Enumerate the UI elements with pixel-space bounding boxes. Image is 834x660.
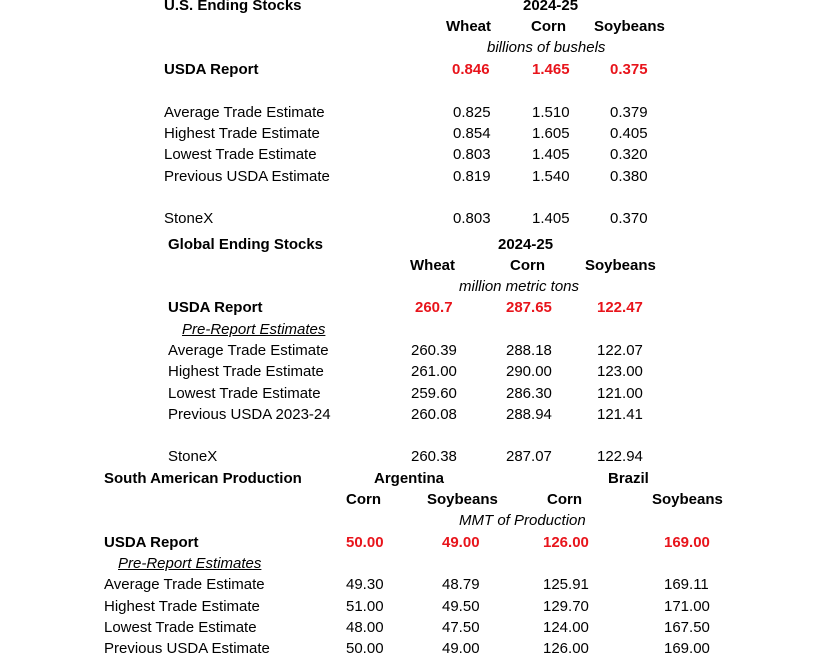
row-value: 121.41 [597, 406, 643, 423]
row-label: Lowest Trade Estimate [168, 385, 321, 402]
row-value: 51.00 [346, 598, 384, 615]
row-value: 287.07 [506, 448, 552, 465]
row-value: 0.380 [610, 168, 648, 185]
row-value: 0.370 [610, 210, 648, 227]
sa-col-bra-soybeans: Soybeans [652, 491, 723, 508]
sa-pre-report-heading: Pre-Report Estimates [118, 555, 262, 572]
row-label: Highest Trade Estimate [168, 363, 324, 380]
us-year: 2024-25 [523, 0, 579, 14]
row-label: Average Trade Estimate [168, 342, 329, 359]
row-value: 123.00 [597, 363, 643, 380]
sa-usda-label: USDA Report [104, 534, 199, 551]
row-value: 0.803 [453, 210, 491, 227]
row-value: 290.00 [506, 363, 552, 380]
sa-unit: MMT of Production [459, 512, 586, 529]
row-value: 169.11 [664, 576, 709, 593]
sa-col-bra-corn: Corn [547, 491, 582, 508]
row-label: Previous USDA 2023-24 [168, 406, 331, 423]
global-usda-corn: 287.65 [506, 299, 552, 316]
row-label: Lowest Trade Estimate [104, 619, 257, 636]
global-pre-report-heading: Pre-Report Estimates [182, 321, 326, 338]
row-label: Lowest Trade Estimate [164, 146, 317, 163]
row-value: 288.94 [506, 406, 552, 423]
row-value: 286.30 [506, 385, 552, 402]
row-value: 260.39 [411, 342, 457, 359]
row-value: 122.94 [597, 448, 643, 465]
us-usda-wheat: 0.846 [452, 61, 490, 78]
row-label: Highest Trade Estimate [104, 598, 260, 615]
row-value: 0.819 [453, 168, 491, 185]
row-label: Highest Trade Estimate [164, 125, 320, 142]
row-value: 1.510 [532, 104, 570, 121]
us-usda-soybeans: 0.375 [610, 61, 648, 78]
row-value: 261.00 [411, 363, 457, 380]
sa-usda-bra-soybeans: 169.00 [664, 534, 710, 551]
us-usda-label: USDA Report [164, 61, 259, 78]
sa-brazil-heading: Brazil [608, 470, 649, 487]
global-section-title: Global Ending Stocks [168, 236, 324, 253]
global-usda-wheat: 260.7 [415, 299, 453, 316]
row-value: 171.00 [664, 598, 710, 615]
row-value: 122.07 [597, 342, 643, 359]
row-value: 0.803 [453, 146, 491, 163]
us-col-wheat: Wheat [446, 18, 491, 35]
row-value: 48.00 [346, 619, 384, 636]
us-section-title: U.S. Ending Stocks [164, 0, 302, 14]
us-usda-corn: 1.465 [532, 61, 570, 78]
row-label: Previous USDA Estimate [104, 640, 270, 657]
global-unit: million metric tons [459, 278, 580, 295]
row-value: 0.405 [610, 125, 648, 142]
row-value: 1.540 [532, 168, 570, 185]
row-value: 0.320 [610, 146, 648, 163]
us-col-soybeans: Soybeans [594, 18, 665, 35]
row-value: 47.50 [442, 619, 480, 636]
global-year: 2024-25 [498, 236, 554, 253]
global-col-wheat: Wheat [410, 257, 455, 274]
row-value: 124.00 [543, 619, 589, 636]
us-col-corn: Corn [531, 18, 566, 35]
row-value: 1.405 [532, 146, 570, 163]
row-value: 259.60 [411, 385, 457, 402]
row-value: 129.70 [543, 598, 589, 615]
sa-usda-arg-corn: 50.00 [346, 534, 384, 551]
row-value: 49.00 [442, 640, 480, 657]
row-value: 126.00 [543, 640, 589, 657]
row-label: Average Trade Estimate [104, 576, 265, 593]
row-value: 0.379 [610, 104, 648, 121]
row-value: 0.825 [453, 104, 491, 121]
row-label: Average Trade Estimate [164, 104, 325, 121]
row-value: 1.605 [532, 125, 570, 142]
row-value: 49.50 [442, 598, 480, 615]
global-col-corn: Corn [510, 257, 545, 274]
row-label: StoneX [164, 210, 214, 227]
row-value: 0.854 [453, 125, 491, 142]
row-value: 169.00 [664, 640, 710, 657]
row-label: StoneX [168, 448, 218, 465]
row-value: 1.405 [532, 210, 570, 227]
row-value: 48.79 [442, 576, 480, 593]
row-value: 167.50 [664, 619, 710, 636]
row-value: 49.30 [346, 576, 384, 593]
row-value: 260.38 [411, 448, 457, 465]
sa-usda-arg-soybeans: 49.00 [442, 534, 480, 551]
global-usda-label: USDA Report [168, 299, 263, 316]
global-usda-soybeans: 122.47 [597, 299, 643, 316]
sa-section-title: South American Production [104, 470, 302, 487]
row-value: 288.18 [506, 342, 552, 359]
row-value: 121.00 [597, 385, 643, 402]
row-label: Previous USDA Estimate [164, 168, 330, 185]
row-value: 260.08 [411, 406, 457, 423]
us-unit: billions of bushels [487, 39, 606, 56]
row-value: 50.00 [346, 640, 384, 657]
sa-col-arg-soybeans: Soybeans [427, 491, 498, 508]
global-col-soybeans: Soybeans [585, 257, 656, 274]
sa-usda-bra-corn: 126.00 [543, 534, 589, 551]
sa-col-arg-corn: Corn [346, 491, 381, 508]
sa-argentina-heading: Argentina [374, 470, 445, 487]
row-value: 125.91 [543, 576, 589, 593]
